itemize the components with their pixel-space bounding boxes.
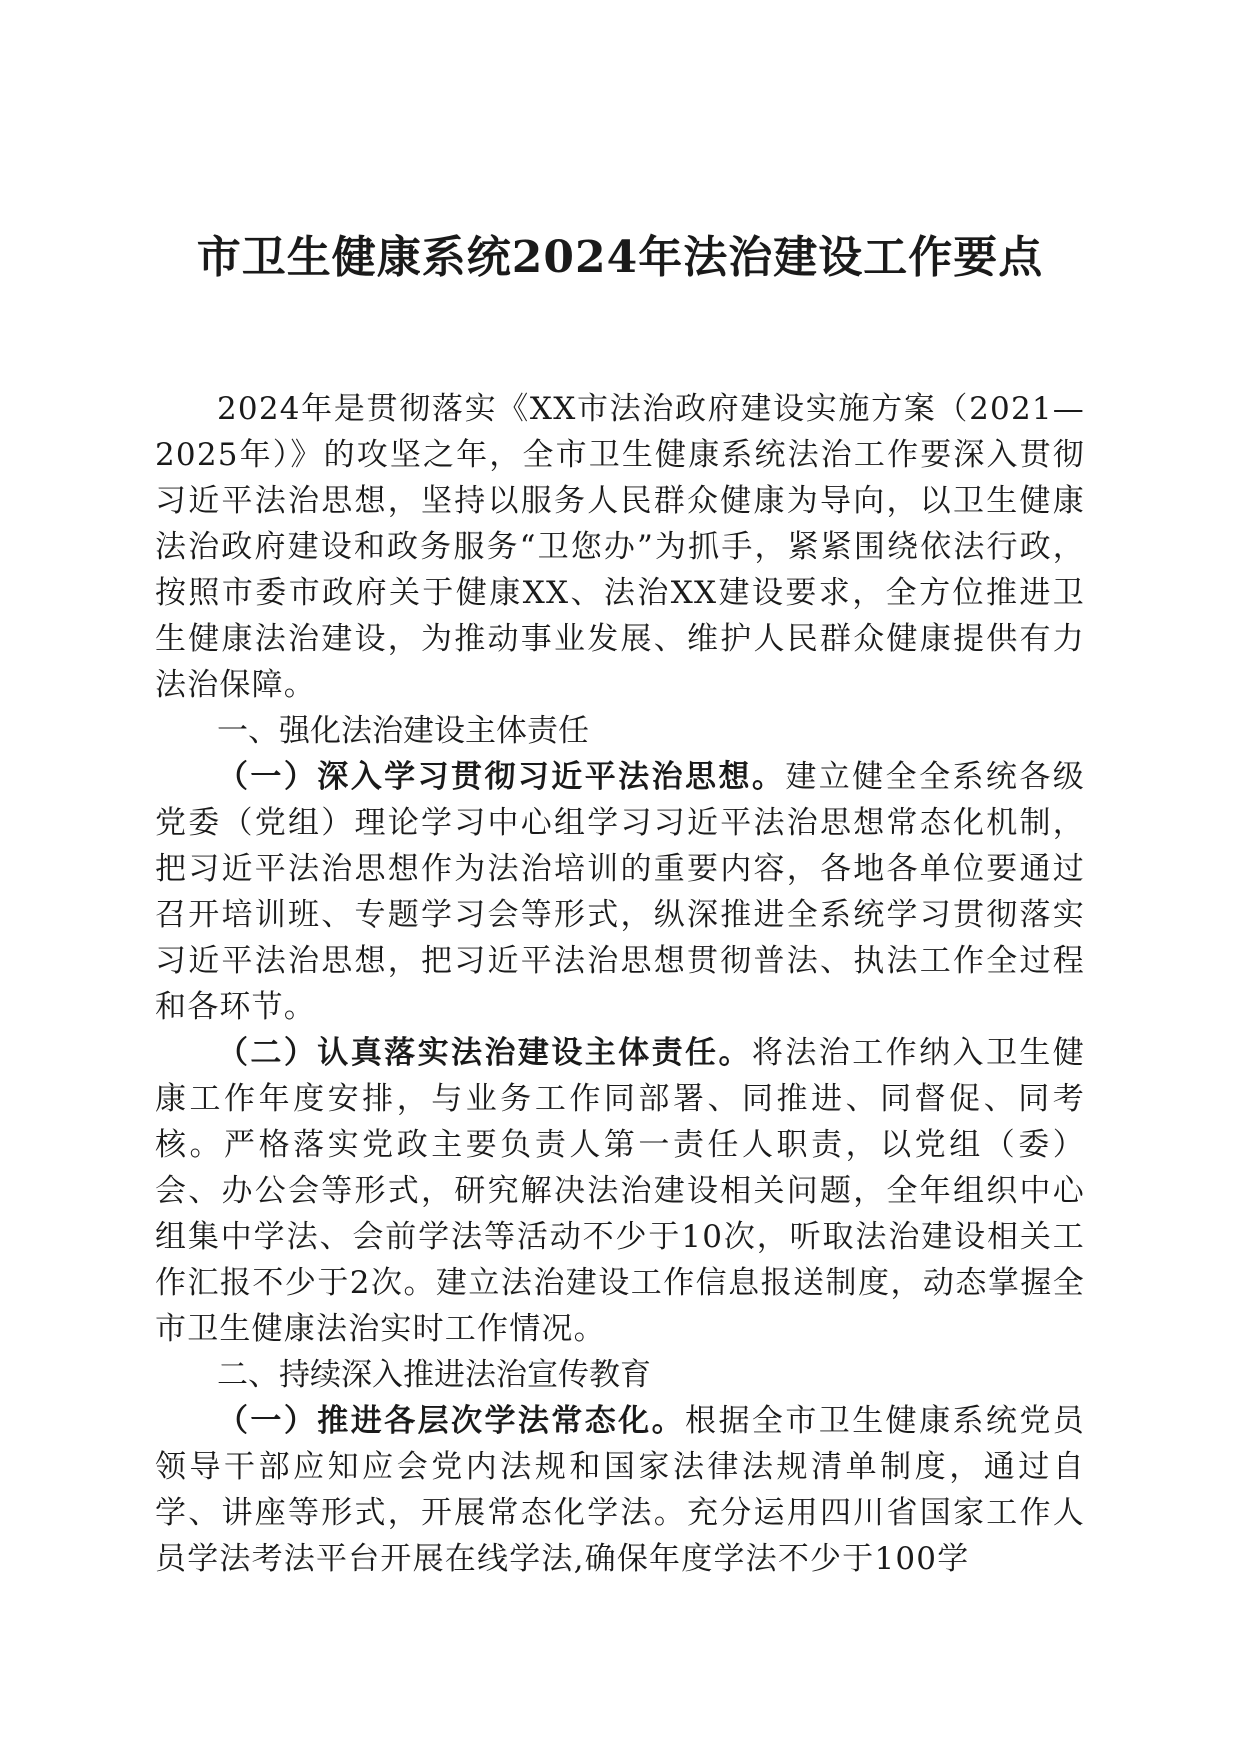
section-1-item-2: [155, 1030, 1085, 1352]
section-2-item-1: [155, 1398, 1085, 1582]
intro-paragraph: 2024年是贯彻落实《XX市法治政府建设实施方案（2021—2025年）》的攻坚之年，全市卫生健康系统法治工作要深入贯彻习近平法治思想，坚持以服务人民群众健康为导向，以卫生健康法治政府建设和政务服务“卫您办”为抓手，紧紧围绕依法行政，按照市委市政府关于健康XX、法治XX建设要求，全方位推进卫生健康法治建设，为推动事业发展、维护人民群众健康提供有力法治保障。: [155, 391, 1085, 703]
section-heading-1: 一、强化法治建设主体责任: [217, 713, 589, 749]
item-lead: （一）深入学习贯彻习近平法治思想。: [217, 759, 786, 795]
section-heading-2: 二、持续深入推进法治宣传教育: [217, 1357, 651, 1393]
item-lead: （一）推进各层次学法常态化。: [217, 1403, 686, 1439]
item-text: 建立健全全系统各级党委（党组）理论学习中心组学习习近平法治思想常态化机制，把习近平法治思想作为法治培训的重要内容，各地各单位要通过召开培训班、专题学习会等形式，纵深推进全系统学习贯彻落实习近平法治思想，把习近平法治思想贯彻普法、执法工作全过程和各环节。: [155, 759, 1085, 1025]
section-1-item-1: [155, 754, 1085, 1030]
item-lead: （二）认真落实法治建设主体责任。: [217, 1035, 752, 1071]
document-title: 市卫生健康系统2024年法治建设工作要点: [196, 232, 1044, 283]
item-text: 根据全市卫生健康系统党员领导干部应知应会党内法规和国家法律法规清单制度，通过自学、讲座等形式，开展常态化学法。充分运用四川省国家工作人员学法考法平台开展在线学法,确保年度学法不少于100学: [155, 1403, 1085, 1577]
document-body: [155, 386, 1085, 1582]
item-text: 将法治工作纳入卫生健康工作年度安排，与业务工作同部署、同推进、同督促、同考核。严格落实党政主要负责人第一责任人职责，以党组（委）会、办公会等形式，研究解决法治建设相关问题，全年组织中心组集中学法、会前学法等活动不少于10次，听取法治建设相关工作汇报不少于2次。建立法治建设工作信息报送制度，动态掌握全市卫生健康法治实时工作情况。: [155, 1035, 1086, 1347]
